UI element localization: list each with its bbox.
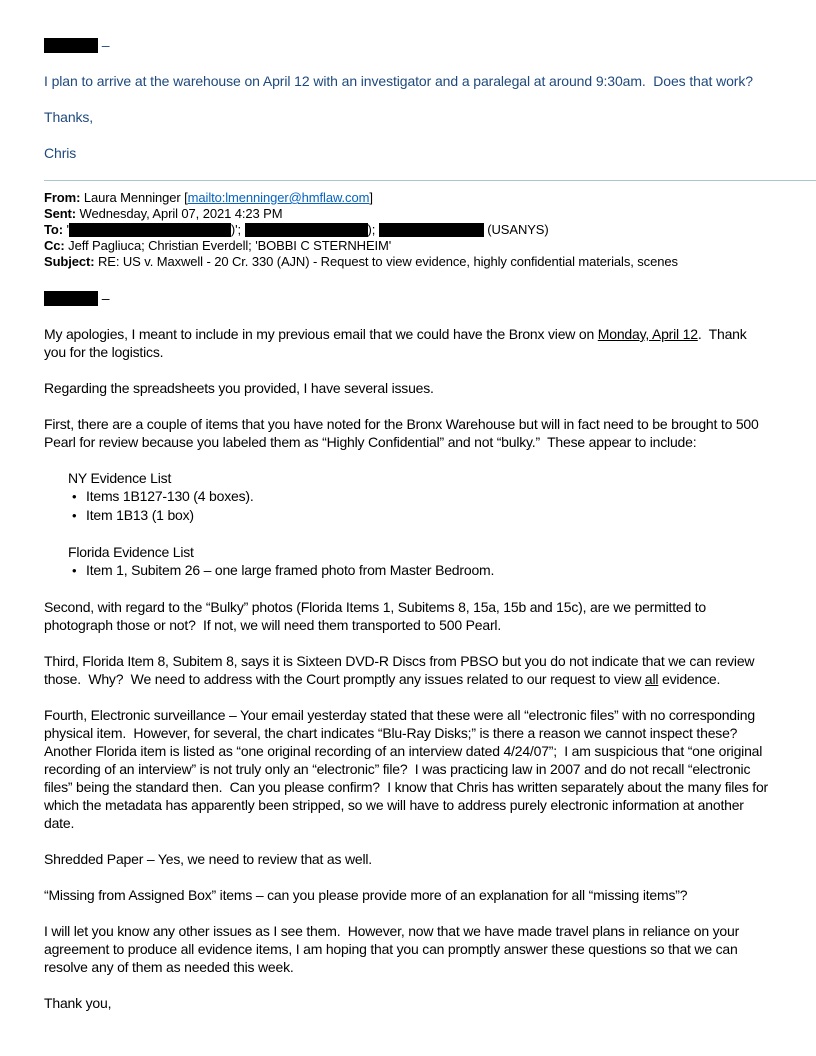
paragraph-text: . Thank you for the logistics. [44, 326, 751, 360]
list-item-text: Item 1B13 (1 box) [86, 507, 194, 523]
underlined-date: Monday, April 12 [597, 326, 698, 342]
email-headers [44, 190, 772, 270]
greeting-dash: – [101, 290, 110, 306]
header-to [44, 222, 772, 238]
paragraph-text: Third, Florida Item 8, Subitem 8, says it is Sixteen DVD-R Discs from PBSO but you do not indicate that we can review those. Why? We need to address with the Court promptly any issues related to our request to view [44, 653, 759, 687]
list-item-text: Items 1B127-130 (4 boxes). [86, 488, 254, 504]
to-suffix: (USANYS) [487, 222, 549, 237]
top-email [44, 36, 772, 162]
quoted-email-body [44, 289, 772, 1012]
underlined-all: all [644, 671, 659, 687]
reply-paragraph: I plan to arrive at the warehouse on April 12 with an investigator and a paralegal at around 9:30am. Does that work? [44, 73, 753, 89]
sent-value: Wednesday, April 07, 2021 4:23 PM [79, 206, 283, 221]
message-divider [44, 180, 816, 181]
body-paragraph-shredded: Shredded Paper – Yes, we need to review that as well. [44, 851, 372, 867]
body-paragraph-spreadsheets: Regarding the spreadsheets you provided, I have several issues. [44, 380, 434, 396]
greeting-dash: – [101, 37, 110, 53]
redacted-recipient-3 [379, 223, 484, 237]
evidence-list-item [72, 561, 772, 580]
body-paragraph-first: First, there are a couple of items that you have noted for the Bronx Warehouse but will in fact need to be brought to 500 Pearl for review because you labeled them as “Highly Confidential” and not “bulky.” These appear to include: [44, 416, 763, 450]
paragraph-text: evidence. [658, 671, 721, 687]
to-separator-2: ); [367, 222, 376, 237]
redacted-recipient-2 [245, 223, 368, 237]
header-cc [44, 238, 772, 254]
body-paragraph-apologies [44, 325, 772, 361]
redacted-greeting-name [44, 38, 98, 53]
evidence-list-title: NY Evidence List [68, 470, 172, 486]
cc-value: Jeff Pagliuca; Christian Everdell; 'BOBBI C STERNHEIM' [68, 238, 392, 253]
greeting-line [44, 36, 772, 54]
cc-label: Cc: [44, 238, 65, 253]
body-paragraph-missing: “Missing from Assigned Box” items – can you please provide more of an explanation for all “missing items”? [44, 887, 688, 903]
greeting-line [44, 289, 772, 307]
list-item-text: Item 1, Subitem 26 – one large framed photo from Master Bedroom. [86, 562, 495, 578]
to-separator-1: )'; [230, 222, 241, 237]
header-from [44, 190, 772, 206]
reply-closing: Thanks, [44, 109, 94, 125]
redacted-recipient-1 [69, 223, 231, 237]
body-paragraph-second: Second, with regard to the “Bulky” photos (Florida Items 1, Subitems 8, 15a, 15b and 15c), are we permitted to photograph those or not? If not, we will need them transported to 500 Pearl. [44, 599, 710, 633]
body-paragraph-fourth: Fourth, Electronic surveillance – Your email yesterday stated that these were all “electronic files” with no corresponding physical item. However, for several, the chart indicates “Blu-Ray Disks;” is there a reason we cannot inspect these? Another Florida item is listed as “one original recording of an interview dated 4/24/07”; I am suspicious that “one original recording of an interview” is not truly only an “electronic” file? I was practicing law in 2007 and do not recall “electronic files” being the standard then. Can you please confirm? I know that Chris has written separately about the many files for which the metadata has apparently been stripped, so we will have to address purely electronic information at another date. [44, 707, 772, 831]
body-paragraph-thankyou: Thank you, [44, 995, 112, 1011]
to-open-quote: ' [66, 222, 69, 237]
body-paragraph-third [44, 652, 772, 688]
from-label: From: [44, 190, 81, 205]
from-value: Laura Menninger [ [83, 190, 188, 205]
header-sent [44, 206, 772, 222]
from-value-close-bracket: ] [369, 190, 373, 205]
reply-signature: Chris [44, 145, 77, 161]
paragraph-text: My apologies, I meant to include in my previous email that we could have the Bronx view on [44, 326, 598, 342]
evidence-list-title: Florida Evidence List [68, 544, 194, 560]
evidence-list-item [72, 506, 772, 525]
to-label: To: [44, 222, 63, 237]
header-subject [44, 254, 772, 270]
subject-value: RE: US v. Maxwell - 20 Cr. 330 (AJN) - Request to view evidence, highly confidential materials, scenes [98, 254, 678, 269]
redacted-greeting-name [44, 291, 98, 306]
evidence-list-item [72, 487, 772, 506]
body-paragraph-wrapup: I will let you know any other issues as I see them. However, now that we have made travel plans in reliance on your agreement to produce all evidence items, I am hoping that you can promptly answer these questions so that we can resolve any of them as needed this week. [44, 923, 743, 975]
subject-label: Subject: [44, 254, 95, 269]
florida-evidence-list [44, 543, 772, 580]
ny-evidence-list [44, 469, 772, 525]
sent-label: Sent: [44, 206, 77, 221]
mailto-link[interactable]: mailto:lmenninger@hmflaw.com [187, 190, 370, 205]
